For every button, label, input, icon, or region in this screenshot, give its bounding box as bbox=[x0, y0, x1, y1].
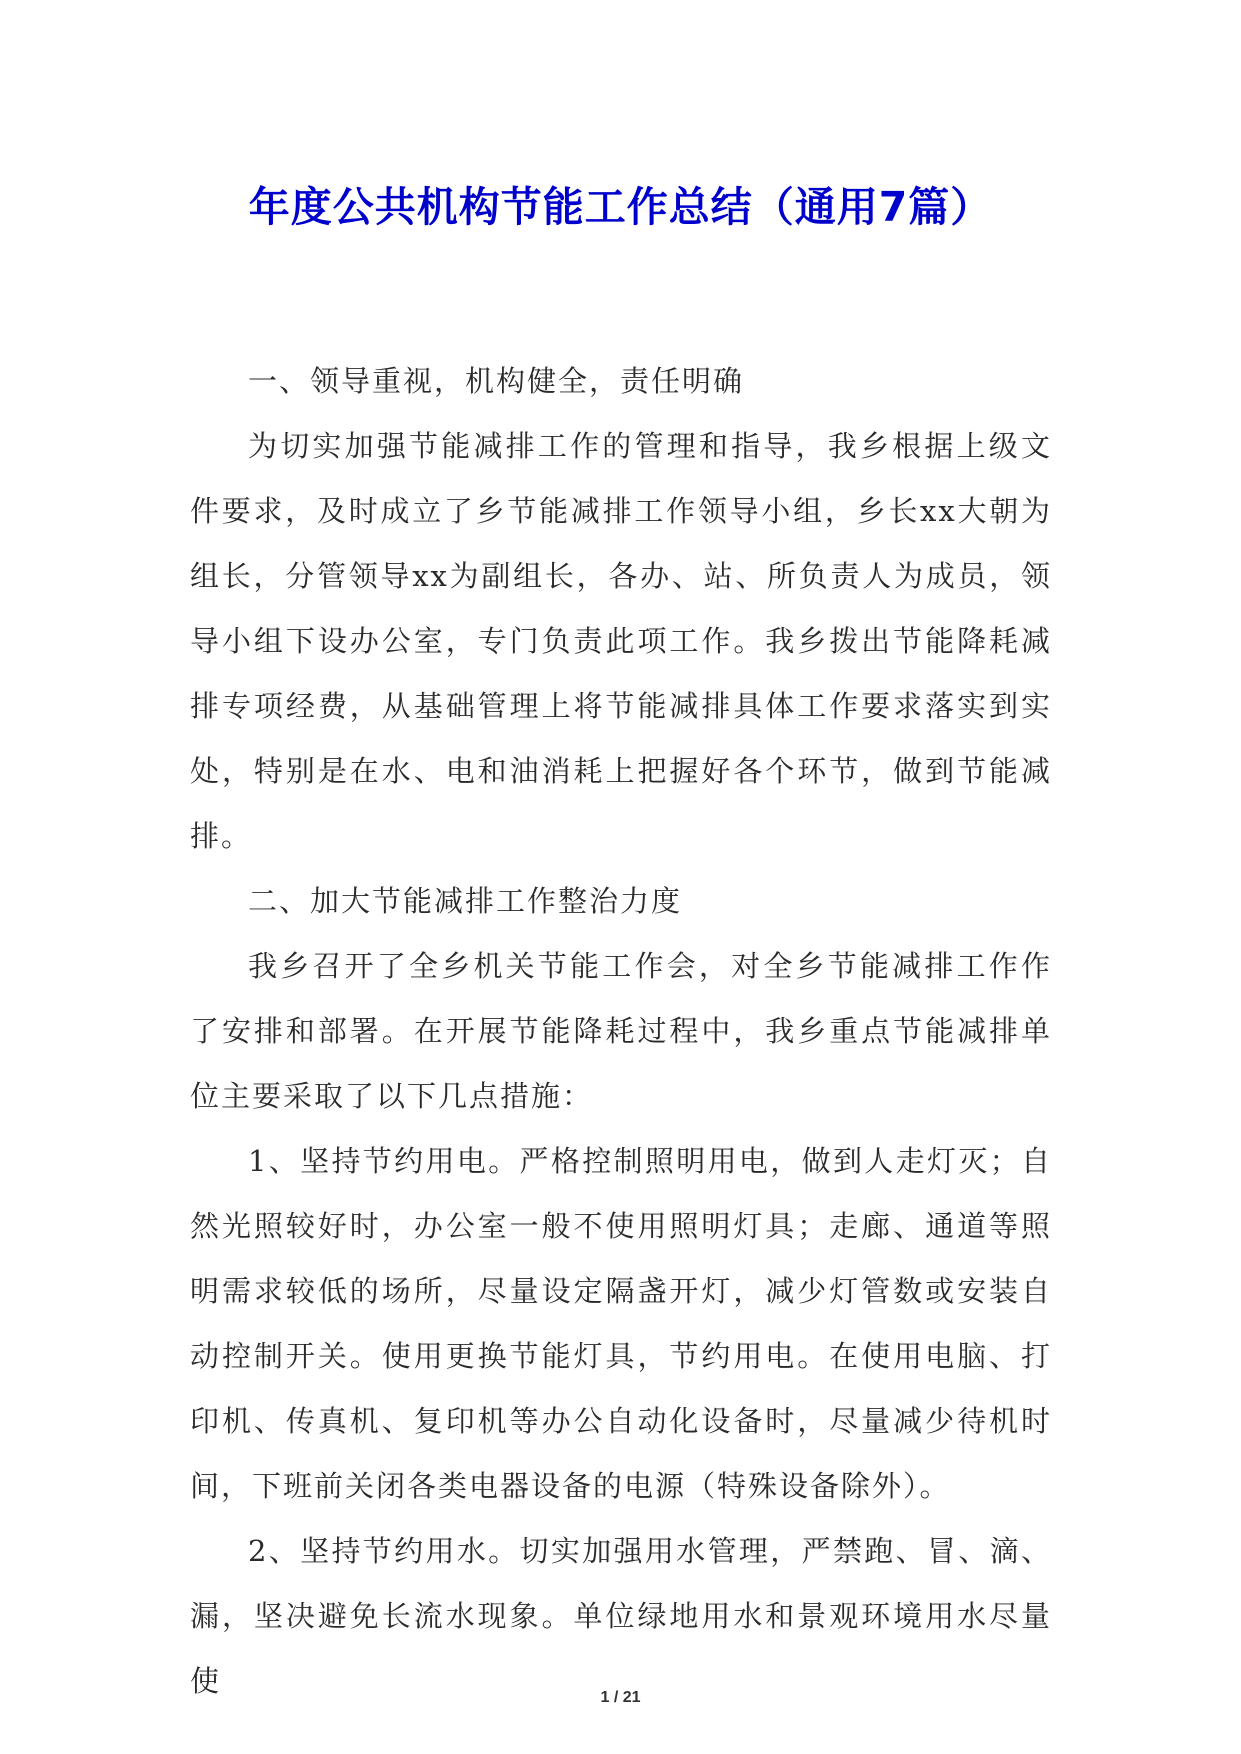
heading-section-2: 二、加大节能减排工作整治力度 bbox=[248, 884, 683, 918]
heading-section-1: 一、领导重视，机构健全，责任明确 bbox=[248, 364, 745, 398]
paragraph: 2、坚持节约用水。切实加强用水管理，严禁跑、冒、滴、漏，坚决避免长流水现象。单位绿地用水和景观环境用水尽量使 bbox=[190, 1534, 1052, 1698]
document-body bbox=[190, 349, 1052, 1714]
paragraph: 为切实加强节能减排工作的管理和指导，我乡根据上级文件要求，及时成立了乡节能减排工作领导小组，乡长xx大朝为组长，分管领导xx为副组长，各办、站、所负责人为成员，领导小组下设办公室，专门负责此项工作。我乡拨出节能降耗减排专项经费，从基础管理上将节能减排具体工作要求落实到实处，特别是在水、电和油消耗上把握好各个环节，做到节能减排。 bbox=[190, 429, 1052, 853]
paragraph: 我乡召开了全乡机关节能工作会，对全乡节能减排工作作了安排和部署。在开展节能降耗过程中，我乡重点节能减排单位主要采取了以下几点措施： bbox=[190, 949, 1052, 1113]
paragraph: 1、坚持节约用电。严格控制照明用电，做到人走灯灭；自然光照较好时，办公室一般不使用照明灯具；走廊、通道等照明需求较低的场所，尽量设定隔盏开灯，减少灯管数或安装自动控制开关。使用更换节能灯具，节约用电。在使用电脑、打印机、传真机、复印机等办公自动化设备时，尽量减少待机时间，下班前关闭各类电器设备的电源（特殊设备除外）。 bbox=[190, 1144, 1052, 1503]
page-number: 1 / 21 bbox=[600, 1689, 641, 1706]
document-title: 年度公共机构节能工作总结（通用7篇） bbox=[248, 183, 993, 232]
